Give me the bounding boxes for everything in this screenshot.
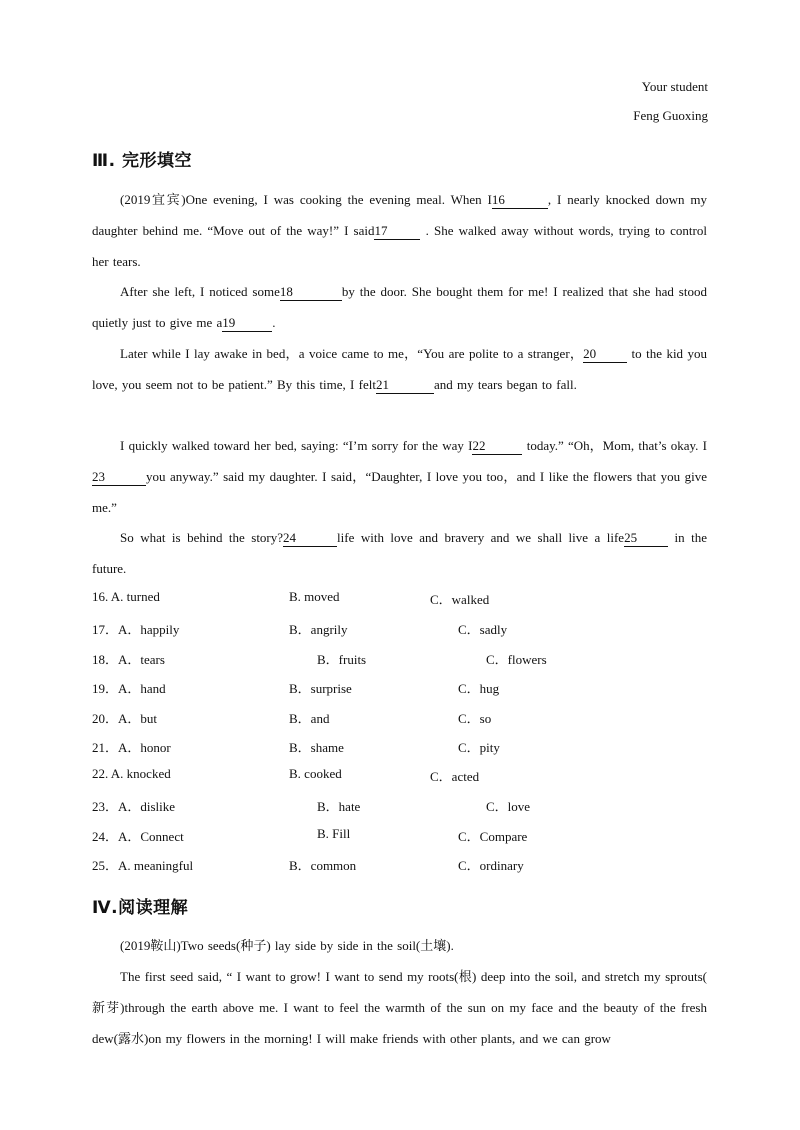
option-c: C．ordinary <box>458 858 524 873</box>
option-a: 24．A．Connect <box>92 829 184 844</box>
header-line-1: Your student <box>641 79 708 94</box>
option-a: 16. A. turned <box>92 589 160 604</box>
option-c: C．sadly <box>458 622 508 637</box>
cloze-paragraph-1 <box>92 184 707 277</box>
question-23 <box>92 796 712 816</box>
option-c: C．walked <box>430 592 490 607</box>
question-19 <box>92 678 712 698</box>
paragraph-text: life with love and bravery and we shall live a life <box>337 530 625 545</box>
blank-25: 25 <box>624 530 668 547</box>
option-b: B. moved <box>289 589 340 604</box>
question-18 <box>92 649 712 669</box>
question-17 <box>92 619 712 639</box>
option-a: 18．A．tears <box>92 652 165 667</box>
blank-16: 16 <box>492 192 548 209</box>
option-a: 25．A. meaningful <box>92 858 194 873</box>
question-22 <box>92 766 712 786</box>
blank-22: 22 <box>472 438 522 455</box>
section-3-title: Ⅲ. 完形填空 <box>92 151 192 171</box>
reading-paragraph-2: The first seed said, “ I want to grow! I want to send my roots(根) deep into the soil, and stretch my sprouts( 新芽)through the earth above me. I want to feel the warmth of the sun on my face and the beauty of the fresh dew(露水)on my flowers in the morning! I will make friends with other plants, and we can grow <box>92 969 707 1046</box>
option-a: 20．A．but <box>92 711 158 726</box>
blank-23: 23 <box>92 469 146 486</box>
cloze-paragraph-4 <box>92 430 707 523</box>
option-a: 17．A．happily <box>92 622 180 637</box>
option-b: B．surprise <box>289 681 352 696</box>
blank-19: 19 <box>222 315 272 332</box>
paragraph-text: you anyway.” said my daughter. I said，“Daughter, I love you too，and I like the flowers that you give me.” <box>92 469 707 515</box>
question-24 <box>92 826 712 846</box>
paragraph-text: to the kid you love, you seem not to be patient.” By this time, I felt <box>92 346 708 392</box>
option-b: B. cooked <box>289 766 342 781</box>
blank-24: 24 <box>283 530 337 547</box>
option-c: C．flowers <box>486 652 547 667</box>
paragraph-text: I quickly walked toward her bed, saying: “I’m sorry for the way I <box>120 438 473 453</box>
blank-18: 18 <box>280 284 342 301</box>
paragraph-text: today.” “Oh，Mom, that’s okay. I <box>526 438 708 453</box>
cloze-paragraph-5 <box>92 522 707 584</box>
cloze-paragraph-3 <box>92 338 707 400</box>
option-a: 22. A. knocked <box>92 766 171 781</box>
option-b: B．angrily <box>289 622 348 637</box>
question-16 <box>92 589 712 609</box>
option-a: 19．A．hand <box>92 681 166 696</box>
paragraph-text: by the door. She bought them for me! I realized that she had stood quietly just to give me a <box>92 284 707 330</box>
question-25 <box>92 855 712 875</box>
paragraph-text: in the future. <box>92 530 707 576</box>
paragraph-text: Later while I lay awake in bed，a voice came to me，“You are polite to a stranger， <box>120 346 584 361</box>
blank-21: 21 <box>376 377 434 394</box>
paragraph-text: (2019宜宾)One evening, I was cooking the evening meal. When I <box>120 192 492 207</box>
option-c: C．pity <box>458 740 500 755</box>
option-b: B．shame <box>289 740 344 755</box>
question-21 <box>92 737 712 757</box>
paragraph-text: . She walked away without words, trying to control her tears. <box>92 223 707 269</box>
question-20 <box>92 708 712 728</box>
paragraph-text: , I nearly knocked down my daughter behind me. “Move out of the way!” I said <box>92 192 707 238</box>
option-a: 23．A．dislike <box>92 799 176 814</box>
option-b: B．common <box>289 858 357 873</box>
header-line-2: Feng Guoxing <box>633 108 708 123</box>
blank-20: 20 <box>583 346 627 363</box>
section-4-title: Ⅳ.阅读理解 <box>92 898 189 918</box>
option-c: C．love <box>486 799 531 814</box>
option-c: C．Compare <box>458 829 528 844</box>
paragraph-text: So what is behind the story? <box>120 530 284 545</box>
reading-paragraph-1: (2019鞍山)Two seeds(种子) lay side by side in the soil(土壤). <box>120 938 454 953</box>
blank-17: 17 <box>374 223 420 240</box>
paragraph-text: . <box>272 315 276 330</box>
option-b: B．and <box>289 711 330 726</box>
paragraph-text: After she left, I noticed some <box>120 284 280 299</box>
option-a: 21．A．honor <box>92 740 171 755</box>
paragraph-text: and my tears began to fall. <box>433 377 577 392</box>
option-b: B．hate <box>317 799 361 814</box>
option-c: C．acted <box>430 769 480 784</box>
option-b: B．fruits <box>317 652 367 667</box>
cloze-paragraph-2 <box>92 276 707 338</box>
option-c: C．so <box>458 711 492 726</box>
option-c: C．hug <box>458 681 500 696</box>
option-b: B. Fill <box>317 826 351 841</box>
